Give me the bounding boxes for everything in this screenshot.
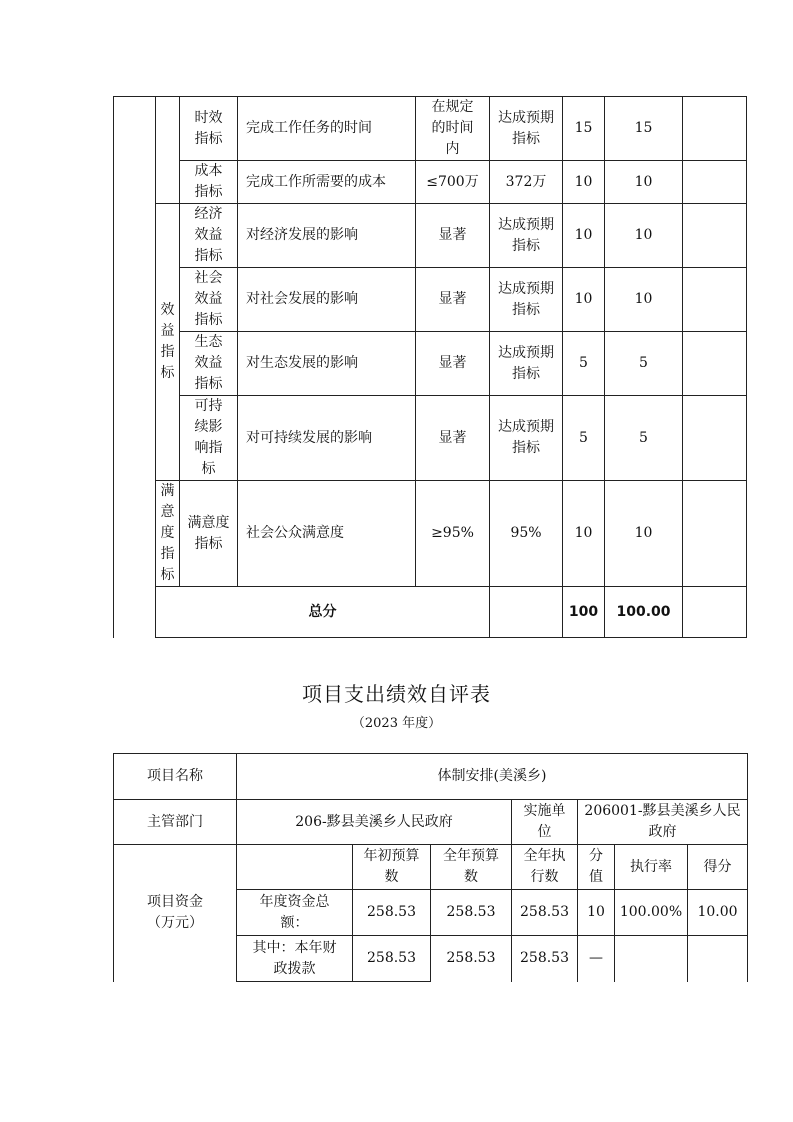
- table-row: [114, 161, 747, 204]
- indicator-weight: 10: [563, 161, 605, 204]
- total-blank: [490, 587, 563, 638]
- indicator-target: ≤700万: [416, 161, 490, 204]
- indicator-actual: 达成预期指标: [490, 332, 563, 396]
- impl-value: 206001-黟县美溪乡人民政府: [578, 800, 748, 845]
- fund-row-label: 年度资金总额：: [237, 890, 353, 936]
- indicator-score: 10: [605, 268, 683, 332]
- indicator-actual: 达成预期指标: [490, 204, 563, 268]
- indicator-score: 10: [605, 161, 683, 204]
- indicator-score: 10: [605, 481, 683, 587]
- fund-rate: 100.00%: [615, 890, 688, 936]
- dept-value: 206-黟县美溪乡人民政府: [237, 800, 512, 845]
- form-title: 项目支出绩效自评表: [302, 682, 491, 706]
- tier3-label: 成本指标: [180, 161, 238, 204]
- indicator-content: 完成工作任务的时间: [238, 97, 416, 161]
- table-row: [114, 754, 748, 800]
- indicator-remark: [683, 268, 747, 332]
- project-name: 体制安排(美溪乡): [237, 754, 748, 800]
- project-name-label: 项目名称: [114, 754, 237, 800]
- indicator-weight: 10: [563, 268, 605, 332]
- fund-exec: 258.53: [512, 890, 578, 936]
- tier3-label: 生态效益指标: [180, 332, 238, 396]
- indicator-score: 5: [605, 332, 683, 396]
- tier3-label: 满意度指标: [180, 481, 238, 587]
- header-score: 得分: [688, 845, 748, 890]
- tier2-satisfaction: 满意度指标: [156, 481, 180, 587]
- indicator-score: 15: [605, 97, 683, 161]
- fund-weight: —: [578, 936, 615, 982]
- table-row: [114, 845, 748, 890]
- form-year: （2023 年度）: [351, 716, 442, 731]
- indicator-content: 对可持续发展的影响: [238, 396, 416, 481]
- table-row: [114, 268, 747, 332]
- indicator-weight: 5: [563, 332, 605, 396]
- header-blank: [237, 845, 353, 890]
- indicator-target: 在规定的时间内: [416, 97, 490, 161]
- indicator-actual: 372万: [490, 161, 563, 204]
- fund-initial: 258.53: [353, 936, 431, 982]
- table-row: [114, 204, 747, 268]
- indicator-remark: [683, 481, 747, 587]
- indicator-weight: 5: [563, 396, 605, 481]
- indicator-target: 显著: [416, 204, 490, 268]
- table-row: [114, 800, 748, 845]
- total-score: 100.00: [605, 587, 683, 638]
- indicator-actual: 95%: [490, 481, 563, 587]
- tier2-benefit: 效益指标: [156, 204, 180, 481]
- indicator-score: 5: [605, 396, 683, 481]
- total-remark: [683, 587, 747, 638]
- tier3-label: 社会效益指标: [180, 268, 238, 332]
- fund-row-label: 其中：本年财政拨款: [237, 936, 353, 982]
- total-row: [114, 587, 747, 638]
- indicator-score: 10: [605, 204, 683, 268]
- indicator-remark: [683, 161, 747, 204]
- indicator-table: [113, 96, 747, 638]
- indicator-content: 完成工作所需要的成本: [238, 161, 416, 204]
- indicator-actual: 达成预期指标: [490, 268, 563, 332]
- indicator-remark: [683, 204, 747, 268]
- fund-rate: [615, 936, 688, 982]
- indicator-content: 社会公众满意度: [238, 481, 416, 587]
- indicator-remark: [683, 332, 747, 396]
- indicator-content: 对生态发展的影响: [238, 332, 416, 396]
- header-full: 全年预算数: [431, 845, 512, 890]
- fund-initial: 258.53: [353, 890, 431, 936]
- fund-label: 项目资金（万元）: [114, 845, 237, 982]
- header-exec: 全年执行数: [512, 845, 578, 890]
- indicator-remark: [683, 97, 747, 161]
- table-row: [114, 332, 747, 396]
- tier3-label: 时效指标: [180, 97, 238, 161]
- tier3-label: 可持续影响指标: [180, 396, 238, 481]
- indicator-weight: 10: [563, 481, 605, 587]
- indicator-actual: 达成预期指标: [490, 97, 563, 161]
- fund-score: [688, 936, 748, 982]
- indicator-target: 显著: [416, 332, 490, 396]
- table-row: [114, 481, 747, 587]
- header-rate: 执行率: [615, 845, 688, 890]
- indicator-actual: 达成预期指标: [490, 396, 563, 481]
- fund-full: 258.53: [431, 936, 512, 982]
- total-label: 总分: [156, 587, 490, 638]
- indicator-weight: 15: [563, 97, 605, 161]
- tier2-cell: [156, 97, 180, 204]
- tier3-label: 经济效益指标: [180, 204, 238, 268]
- indicator-target: 显著: [416, 268, 490, 332]
- indicator-content: 对经济发展的影响: [238, 204, 416, 268]
- indicator-target: 显著: [416, 396, 490, 481]
- table-row: [114, 396, 747, 481]
- indicator-weight: 10: [563, 204, 605, 268]
- fund-exec: 258.53: [512, 936, 578, 982]
- indicator-target: ≥95%: [416, 481, 490, 587]
- dept-label: 主管部门: [114, 800, 237, 845]
- fund-score: 10.00: [688, 890, 748, 936]
- self-evaluation-table: [113, 753, 748, 982]
- indicator-remark: [683, 396, 747, 481]
- header-weight: 分值: [578, 845, 615, 890]
- impl-label: 实施单位: [512, 800, 578, 845]
- indicator-content: 对社会发展的影响: [238, 268, 416, 332]
- table-row: [114, 97, 747, 161]
- fund-full: 258.53: [431, 890, 512, 936]
- header-initial: 年初预算数: [353, 845, 431, 890]
- fund-weight: 10: [578, 890, 615, 936]
- tier1-cell: [114, 97, 156, 638]
- total-weight: 100: [563, 587, 605, 638]
